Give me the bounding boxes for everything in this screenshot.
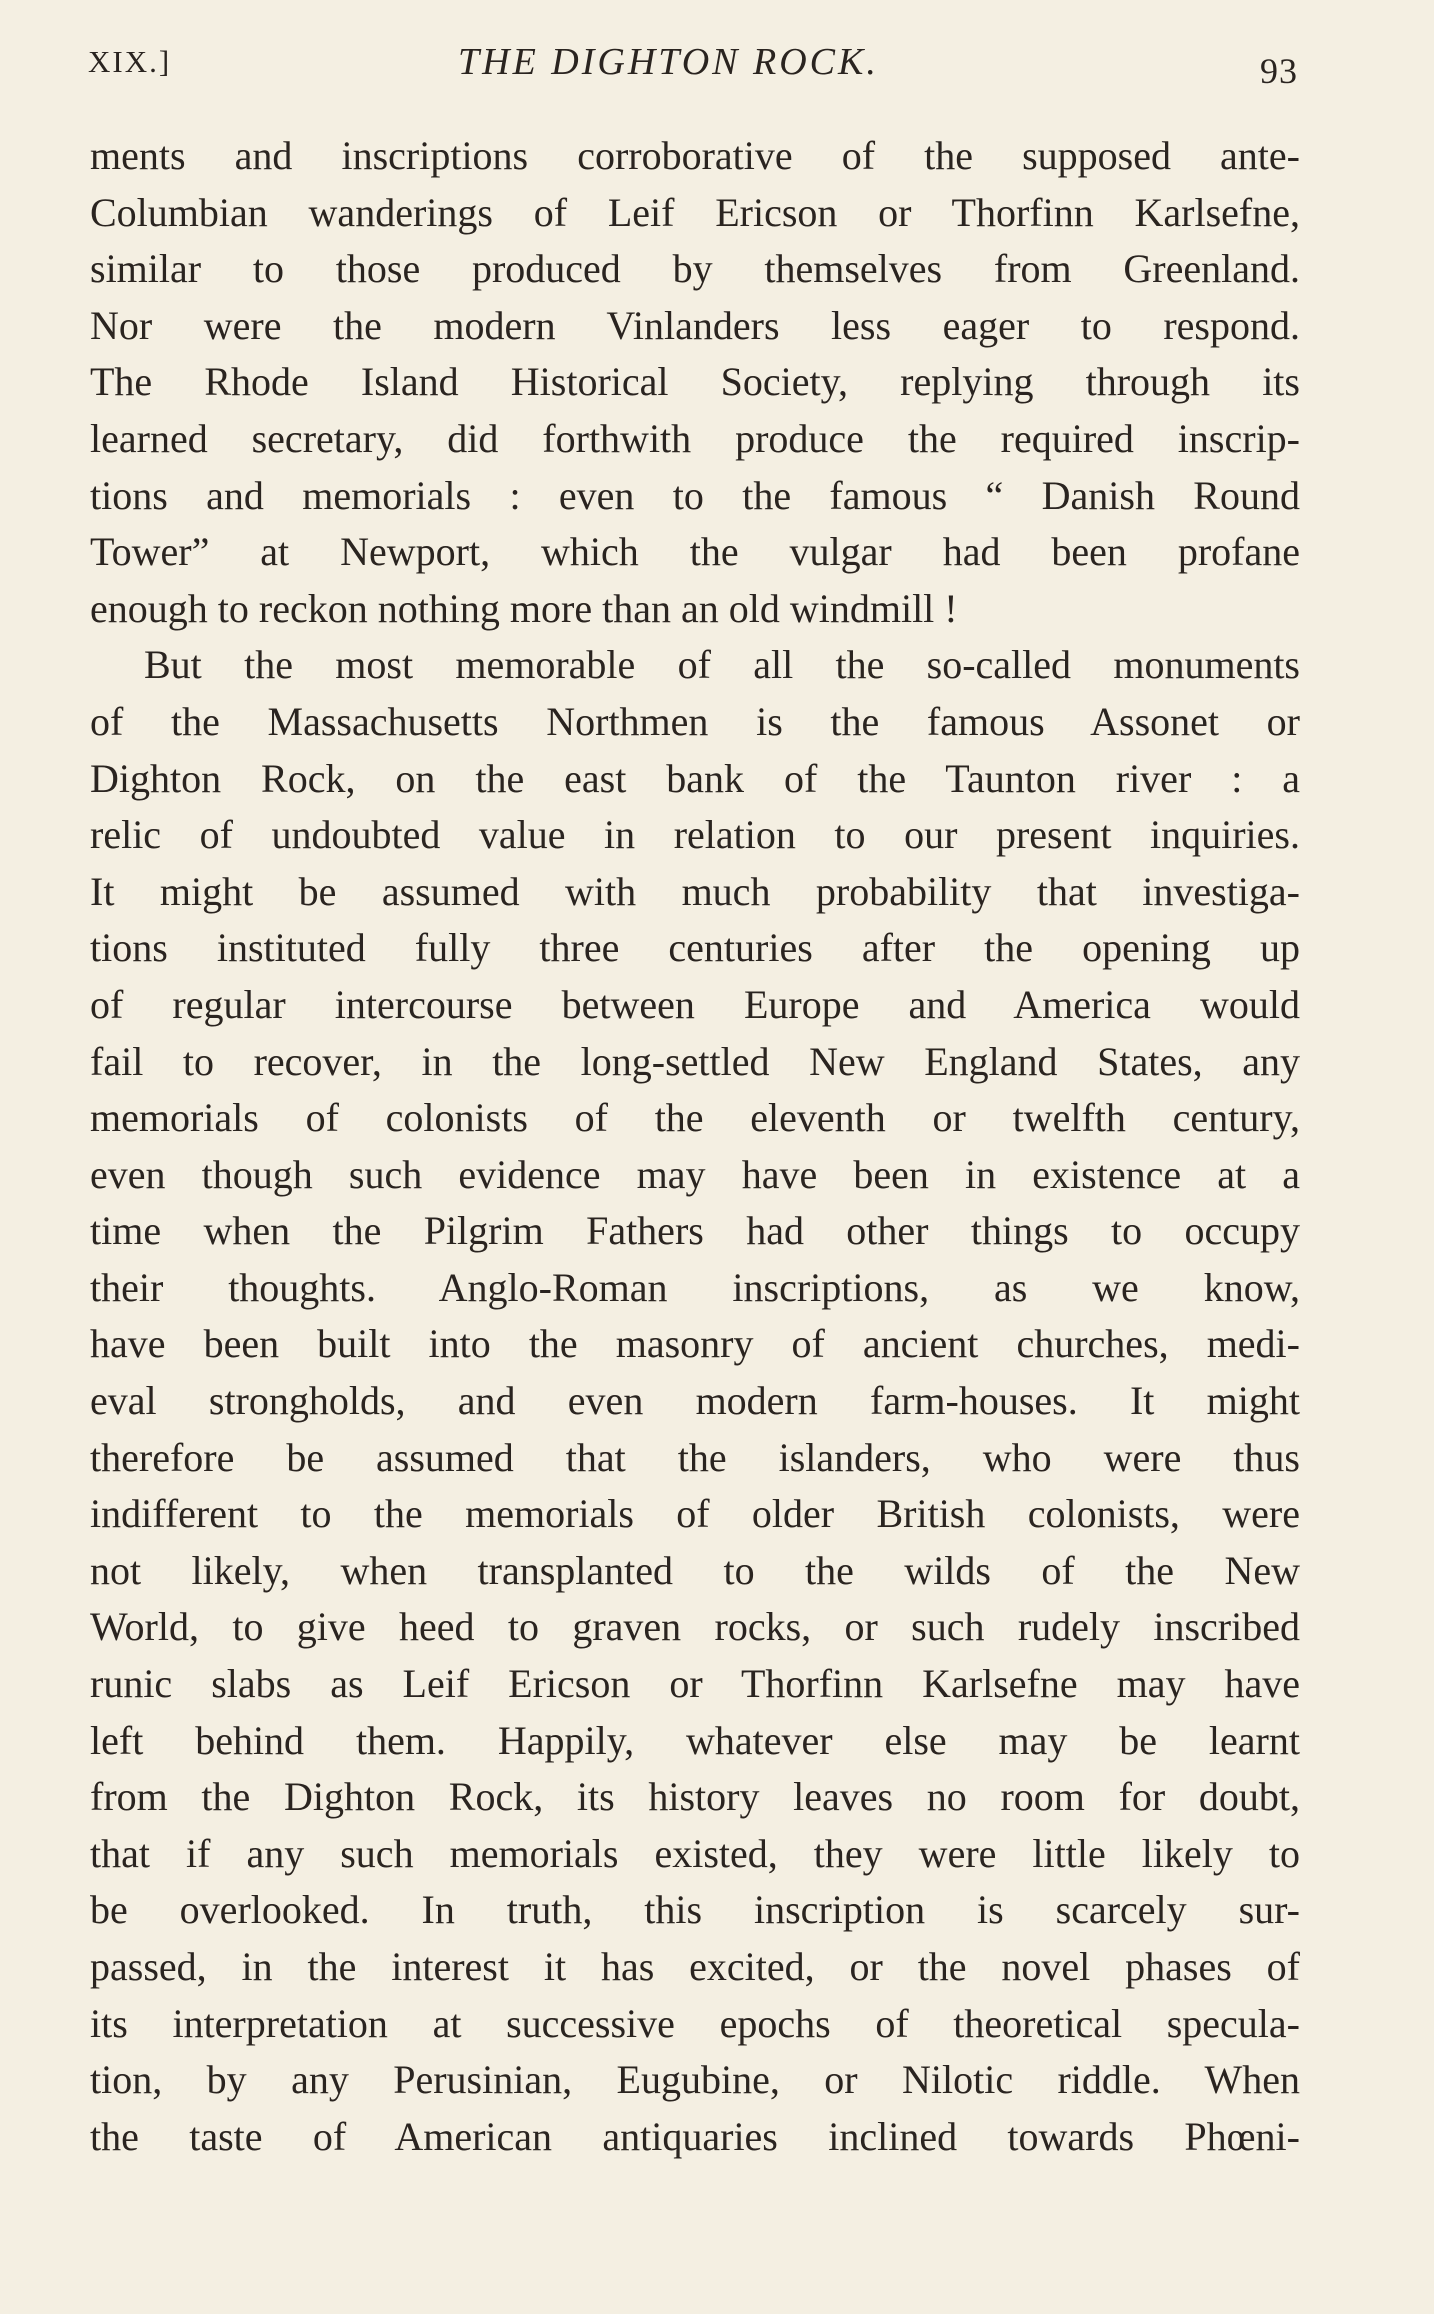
text-line: tions instituted fully three centuries after the opening up xyxy=(90,925,1300,971)
text-line: be overlooked. In truth, this inscription is scarcely sur- xyxy=(90,1887,1300,1933)
text-line: its interpretation at successive epochs of theoretical specula- xyxy=(90,2000,1300,2046)
text-line: have been built into the masonry of ancient churches, medi- xyxy=(90,1321,1300,1367)
text-line: indifferent to the memorials of older British colonists, were xyxy=(90,1491,1300,1537)
text-line: It might be assumed with much probability that investiga- xyxy=(90,868,1300,914)
text-line: not likely, when transplanted to the wilds of the New xyxy=(90,1547,1300,1593)
text-line: Nor were the modern Vinlanders less eager to respond. xyxy=(90,302,1300,348)
text-line: tions and memorials : even to the famous “ Danish Round xyxy=(90,472,1300,518)
text-line: even though such evidence may have been in existence at a xyxy=(90,1151,1300,1197)
text-line: time when the Pilgrim Fathers had other things to occupy xyxy=(90,1208,1300,1254)
text-line: World, to give heed to graven rocks, or such rudely inscribed xyxy=(90,1604,1300,1650)
text-line: ments and inscriptions corroborative of the supposed ante- xyxy=(90,133,1300,178)
text-line: relic of undoubted value in relation to our present inquiries. xyxy=(90,812,1300,858)
text-line: therefore be assumed that the islanders, who were thus xyxy=(90,1434,1300,1480)
running-head xyxy=(88,40,1298,100)
text-line: eval strongholds, and even modern farm-houses. It might xyxy=(90,1378,1300,1424)
text-line: their thoughts. Anglo-Roman inscriptions, as we know, xyxy=(90,1264,1300,1310)
text-line: similar to those produced by themselves from Greenland. xyxy=(90,246,1300,292)
chapter-number: XIX.] xyxy=(88,44,172,79)
text-line: tion, by any Perusinian, Eugubine, or Nilotic riddle. When xyxy=(90,2057,1300,2103)
text-line: from the Dighton Rock, its history leaves no room for doubt, xyxy=(90,1774,1300,1820)
text-line: of the Massachusetts Northmen is the famous Assonet or xyxy=(90,698,1300,744)
text-line: Tower” at Newport, which the vulgar had been profane xyxy=(90,529,1300,575)
text-line: runic slabs as Leif Ericson or Thorfinn Karlsefne may have xyxy=(90,1661,1300,1707)
running-title: THE DIGHTON ROCK. xyxy=(458,41,879,83)
text-line: enough to reckon nothing more than an old windmill ! xyxy=(90,585,958,631)
text-line: memorials of colonists of the eleventh or twelfth century, xyxy=(90,1095,1300,1141)
paragraph-first-line: But the most memorable of all the so-called monuments xyxy=(144,642,1300,688)
text-line: passed, in the interest it has excited, or the novel phases of xyxy=(90,1944,1300,1989)
text-line: that if any such memorials existed, they were little likely to xyxy=(90,1830,1300,1876)
text-line: Dighton Rock, on the east bank of the Taunton river : a xyxy=(90,755,1300,801)
text-line: Columbian wanderings of Leif Ericson or Thorfinn Karlsefne, xyxy=(90,189,1300,235)
text-line: fail to recover, in the long-settled New England States, any xyxy=(90,1038,1300,1084)
text-line: The Rhode Island Historical Society, replying through its xyxy=(90,359,1300,405)
text-line: learned secretary, did forthwith produce the required inscrip- xyxy=(90,415,1300,461)
text-line: of regular intercourse between Europe and America would xyxy=(90,981,1300,1027)
body-text xyxy=(90,128,1300,2165)
page-number: 93 xyxy=(1260,51,1298,91)
text-line: left behind them. Happily, whatever else may be learnt xyxy=(90,1717,1300,1763)
text-line: the taste of American antiquaries inclined towards Phœni- xyxy=(90,2113,1300,2159)
